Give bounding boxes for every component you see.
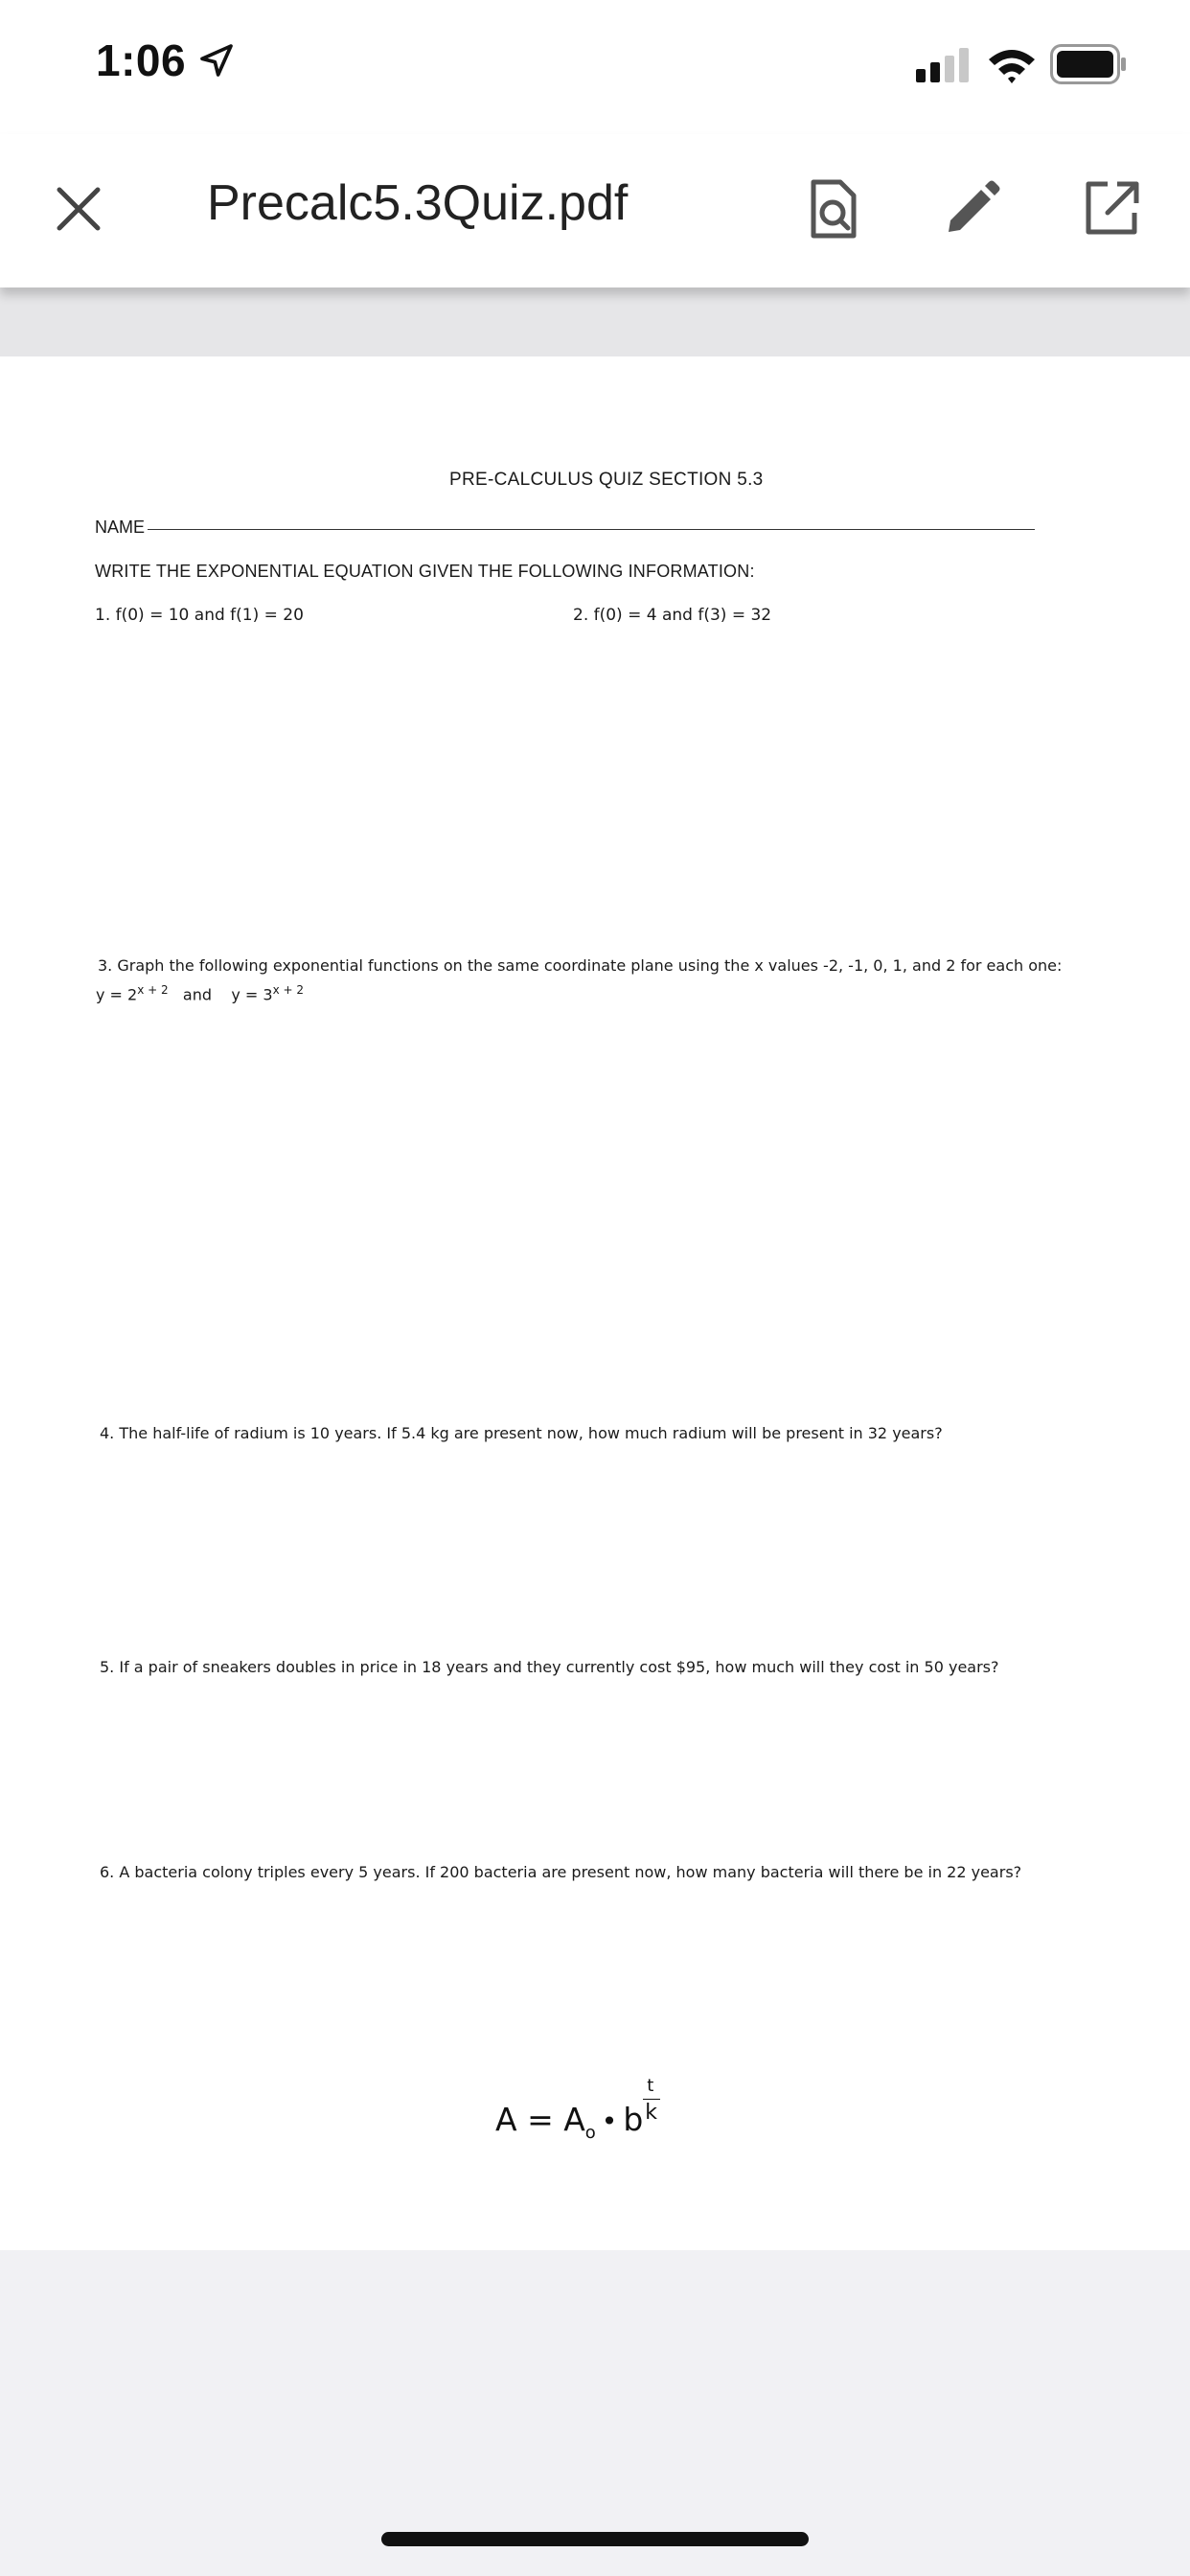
formula-lhs: A = A [495,2101,585,2138]
formula-exp-denominator: k [645,2101,658,2125]
equation-2-base: y = 3 [231,985,273,1004]
viewer-header [0,134,1190,288]
name-underline [148,529,1035,530]
name-label: NAME [95,518,146,537]
equation-2-exponent: x + 2 [272,983,305,997]
status-time: 1:06 [96,35,187,85]
file-name-title: Precalc5.3Quiz.pdf [207,175,629,231]
close-icon[interactable] [50,180,107,238]
formula-subscript: o [584,2123,596,2143]
quiz-title: PRE-CALCULUS QUIZ SECTION 5.3 [449,470,764,490]
viewer-background-band [0,288,1190,356]
question-3: 3. Graph the following exponential functions on the same coordinate plane using the x values -2, -1, 0, 1, and 2 for each one: [98,956,1063,975]
pencil-edit-icon[interactable] [939,176,1004,242]
question-5: 5. If a pair of sneakers doubles in price in 18 years and they currently cost $95, how much will they cost in 50 years? [100,1658,999,1676]
battery-icon [1050,44,1127,84]
formula-exponent [643,2076,660,2124]
formula-exp-numerator: t [647,2076,654,2096]
home-indicator[interactable] [381,2532,809,2546]
instruction-text: WRITE THE EXPONENTIAL EQUATION GIVEN THE FOLLOWING INFORMATION: [95,562,755,581]
pdf-page[interactable] [0,356,1190,2250]
formula-exp-bar [643,2099,660,2100]
status-time-group [96,34,236,86]
question-2: 2. f(0) = 4 and f(3) = 32 [573,606,772,625]
open-external-icon[interactable] [1079,176,1144,242]
question-1: 1. f(0) = 10 and f(1) = 20 [95,606,304,625]
formula-dot: • [601,2105,618,2137]
formula-base: b [623,2101,644,2138]
question-6: 6. A bacteria colony triples every 5 years. If 200 bacteria are present now, how many bacteria will there be in 22 years? [100,1863,1022,1881]
question-3-equations [96,983,304,1003]
decay-formula [495,2076,660,2149]
cellular-signal-icon [916,48,972,82]
question-4: 4. The half-life of radium is 10 years. If 5.4 kg are present now, how much radium will be present in 32 years? [100,1424,943,1442]
document-search-icon[interactable] [800,176,865,242]
status-bar [0,0,1190,134]
wifi-icon [987,46,1037,84]
equation-1-base: y = 2 [96,985,138,1004]
location-arrow-icon [197,41,236,80]
equation-and: and [182,985,213,1004]
equation-1-exponent: x + 2 [137,983,169,997]
